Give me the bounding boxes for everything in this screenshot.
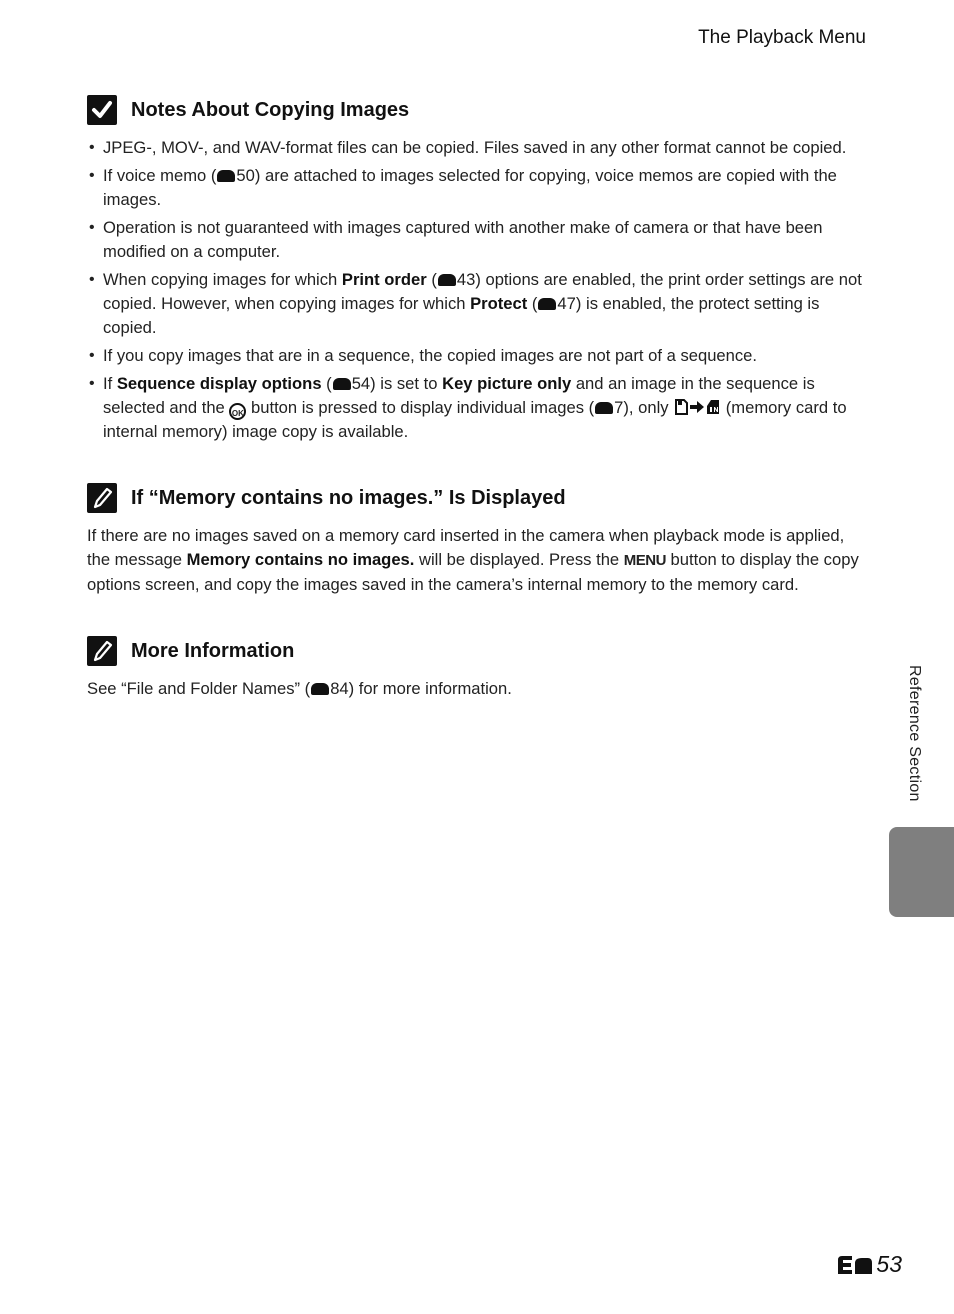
reference-icon: [595, 402, 613, 414]
reference-section-icon: [836, 1254, 874, 1276]
internal-memory-icon: [705, 399, 721, 415]
sidebar-section-tab: [889, 827, 954, 917]
memory-section: [87, 482, 865, 597]
list-item: • If Sequence display options ( 54) is set to Key picture only and an image in the sequence is selected and the OK button is pressed to display individual images ( 7), only (memory card to internal memory) image copy is available.: [87, 372, 865, 444]
check-icon: [87, 95, 117, 125]
reference-icon: [538, 298, 556, 310]
pencil-icon: [87, 483, 117, 513]
pencil-icon: [87, 636, 117, 666]
reference-icon: [438, 274, 456, 286]
notes-section: [87, 94, 865, 448]
menu-button-icon: MENU: [623, 552, 666, 569]
list-item: • If voice memo ( 50) are attached to images selected for copying, voice memos are copied with the images.: [87, 164, 865, 212]
list-item: • JPEG-, MOV-, and WAV-format files can be copied. Files saved in any other format cannot be copied.: [87, 136, 865, 160]
list-item: • Operation is not guaranteed with images captured with another make of camera or that have been modified on a computer.: [87, 216, 865, 264]
memory-card-icon: [673, 399, 689, 415]
notes-heading: [87, 94, 865, 126]
reference-icon: [333, 378, 351, 390]
notes-list: [87, 136, 865, 444]
running-header: The Playback Menu: [698, 27, 866, 48]
reference-icon: [217, 170, 235, 182]
memory-heading: [87, 482, 865, 514]
arrow-right-icon: [689, 399, 705, 415]
memory-title: If “Memory contains no images.” Is Displayed: [131, 486, 566, 509]
page-number: 53: [836, 1251, 902, 1278]
more-info-heading: [87, 635, 865, 667]
reference-icon: [311, 683, 329, 695]
more-info-title: More Information: [131, 639, 295, 662]
memory-paragraph: If there are no images saved on a memory card inserted in the camera when playback mode is applied, the message Memory contains no images. will be displayed. Press the MENU button to display the copy options screen, and copy the images saved in the camera’s internal memory to the memory card.: [87, 526, 859, 594]
list-item: • If you copy images that are in a sequence, the copied images are not part of a sequence.: [87, 344, 865, 368]
more-info-paragraph: See “File and Folder Names” ( 84) for more information.: [87, 679, 512, 698]
more-info-section: [87, 635, 865, 701]
sidebar-section-label: Reference Section: [906, 665, 923, 802]
ok-button-icon: OK: [229, 403, 246, 420]
notes-title: Notes About Copying Images: [131, 98, 410, 121]
list-item: • When copying images for which Print order ( 43) options are enabled, the print order settings are not copied. However, when copying images for which Protect ( 47) is enabled, the protect setting is copied.: [87, 268, 865, 340]
